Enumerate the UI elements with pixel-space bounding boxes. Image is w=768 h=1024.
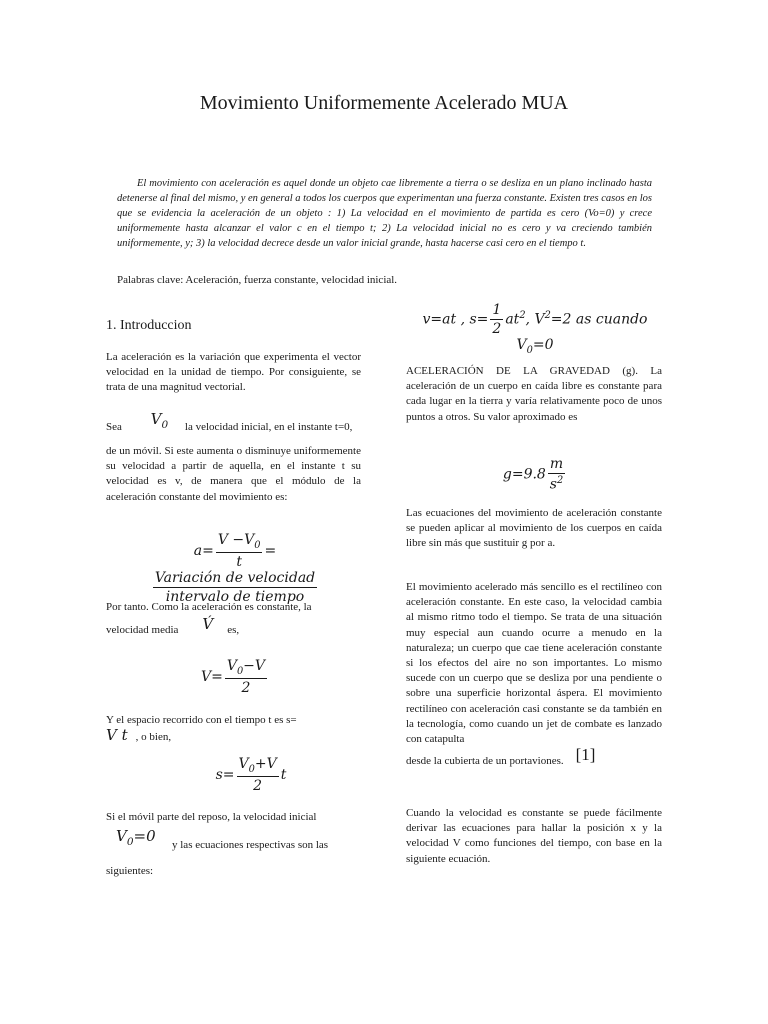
- freefall-text: Las ecuaciones del movimiento de aceleración constante se pueden aplicar al movimiento de los cuerpos en caída libre sin más que sustituir g por a.: [406, 507, 662, 550]
- v0-symbol: $V_0$: [150, 410, 169, 431]
- eq-s-t: t: [280, 766, 287, 783]
- eq-s-num: V: [238, 756, 249, 772]
- intro-text: La aceleración es la variación que experimenta el vector velocidad en la unidad de tiempo. Por consiguiente, se trata de una magnitud vectorial.: [106, 351, 361, 394]
- eq-g-frac: [548, 456, 565, 493]
- eq-g-sup: 2: [556, 475, 564, 486]
- rectilinear-end: desde la cubierta de un portaviones.: [406, 755, 564, 768]
- rectilinear-paragraph: [406, 580, 662, 769]
- rest-ecuaciones: y las ecuaciones respectivas son las: [172, 839, 329, 852]
- eq-g: g=9.8: [502, 466, 546, 483]
- v0-zero-eq: =0: [133, 827, 156, 846]
- eq-top-at: at: [505, 311, 520, 328]
- v0-zero-symbol: [116, 827, 156, 849]
- citation-ref: [1]: [575, 745, 596, 765]
- rectilinear-text: El movimiento acelerado más sencillo es el rectilíneo con aceleración constante. En este caso, la velocidad cambia al mismo ritmo todo el tiempo. Se trata de una situación muy especial aun cuando ocurre a menudo en la naturaleza; un cuerpo que cae tiene aceleración constante si los efectos del aire no son importantes. Lo mismo sucede con un cuerpo que se desliza por una pendiente o sobre una superficie horizontal áspera. El movimiento rectilíneo con aceleración casi constante se da también en la tecnología, como cuando un jet de combate es lanzado con catapulta: [406, 581, 662, 746]
- movil-text: de un móvil. Si este aumenta o disminuye uniformemente su velocidad a partir de aquella, en el instante t su velocidad es v, de manera que el módulo de la aceleración constante del movimiento es:: [106, 445, 361, 503]
- v0-sea: Sea: [106, 421, 122, 433]
- vt-symbol: V t: [106, 726, 128, 745]
- eq-s-frac: [237, 756, 279, 794]
- freefall-paragraph: [406, 506, 662, 552]
- eq-s-lhs: s=: [215, 766, 235, 783]
- distance-obien: , o bien,: [135, 731, 172, 744]
- rest-siguientes: siguientes:: [106, 864, 154, 877]
- eq-v-num: V: [226, 658, 237, 674]
- section-heading: 1. Introduccion: [106, 318, 192, 333]
- rest-text: Si el móvil parte del reposo, la velocidad inicial: [106, 811, 317, 823]
- mean-velocity-text: Por tanto. Como la aceleración es constante, la: [106, 601, 312, 613]
- mean-velocity-es: es,: [227, 624, 240, 637]
- constant-velocity-paragraph: [406, 806, 662, 867]
- eq-a-sub: 0: [254, 539, 261, 551]
- eq-v-frac: [225, 658, 267, 696]
- eq-top-cuando: =2 as cuando V: [516, 311, 648, 353]
- v0-zero-v: V: [116, 827, 127, 846]
- eq-a-den2: intervalo de tiempo: [165, 588, 305, 605]
- eq-s-num2: +V: [254, 756, 277, 772]
- eq-v-sub: 0: [236, 665, 244, 677]
- eq-top-zero: =0: [532, 337, 554, 353]
- eq-top-half-den: 2: [492, 321, 502, 337]
- eq-v-num2: −V: [243, 658, 266, 674]
- abstract: El movimiento con aceleración es aquel donde un objeto cae libremente a tierra o se desliza en un plano inclinado hasta detenerse al final del mismo, y en general a todos los cuerpos que experimentan una fuerza constante. Existen tres casos en los que se evidencia la aceleración de un objeto : 1) La velocidad en el movimiento de partida es cero (Vo=0) y crece uniformemente hasta alcanzar el valor c en el tiempo t; 2) La velocidad inicial no es cero y va creciendo también uniformemente, y; 3) la velocidad decrece desde un valor inicial grande, hasta hacerse casi cero en el tiempo t.: [117, 178, 652, 249]
- eq-top-v: , V: [525, 311, 545, 328]
- v0-zero-sub: 0: [126, 836, 134, 849]
- eq-g-den: s: [549, 476, 557, 493]
- eq-s-den: 2: [253, 777, 263, 794]
- eq-s-sub: 0: [248, 763, 255, 775]
- gravity-text: ACELERACIÓN DE LA GRAVEDAD (g). La aceleración de un cuerpo en caída libre es constante para cada lugar en la tierra y varía relativamente poco de unos puntos a otros. Su valor aproximado es: [406, 365, 662, 423]
- eq-top-half-num: 1: [492, 302, 502, 318]
- eq-a-den1: t: [236, 553, 242, 570]
- eq-v-lhs: V=: [200, 668, 223, 685]
- eq-a-num2: Variación de velocidad: [154, 569, 316, 586]
- v0-sentence: [106, 410, 361, 439]
- mean-velocity-equation: [190, 658, 280, 696]
- movil-paragraph: [106, 444, 361, 505]
- mean-velocity-label: velocidad media: [106, 624, 179, 637]
- eq-top-half: [490, 302, 503, 337]
- rest-sentence: [106, 810, 361, 879]
- kinematics-equations: [406, 302, 664, 356]
- gravity-paragraph: [406, 364, 662, 425]
- eq-top-a: v=at , s=: [422, 311, 489, 328]
- gravity-equation: [480, 456, 590, 493]
- v0-sub: 0: [161, 419, 169, 431]
- keywords: Palabras clave: Aceleración, fuerza constante, velocidad inicial.: [117, 274, 398, 286]
- eq-v-den: 2: [241, 679, 251, 696]
- v0-rest: la velocidad inicial, en el instante t=0,: [184, 421, 353, 433]
- constant-velocity-text: Cuando la velocidad es constante se puede fácilmente derivar las ecuaciones para hallar la posición x y la velocidad V como funciones del tiempo, con base en la siguiente ecuación.: [406, 807, 662, 865]
- page-title: Movimiento Uniformemente Acelerado MUA: [199, 92, 569, 114]
- distance-text: Y el espacio recorrido con el tiempo t es s=: [106, 714, 297, 726]
- eq-top-sup1: 2: [519, 309, 526, 321]
- eq-top-sub: 0: [526, 344, 533, 356]
- distance-sentence: [106, 713, 361, 745]
- eq-a-frac1: [216, 532, 263, 570]
- eq-top-sup2: 2: [544, 309, 551, 321]
- distance-equation: [196, 756, 306, 794]
- eq-a-lhs: a=: [193, 542, 214, 559]
- acceleration-equation: a= $\frac{V -V_0}{t}$ = $\frac{\text{Variación de velocidad}}{\text{intervalo de tiempo}}$: [154, 532, 316, 605]
- mean-velocity-sentence: [106, 600, 361, 638]
- intro-paragraph: [106, 350, 361, 396]
- eq-a-num1: V −V: [217, 532, 255, 548]
- vbar-symbol: V́: [202, 615, 214, 634]
- eq-g-num: m: [549, 456, 564, 472]
